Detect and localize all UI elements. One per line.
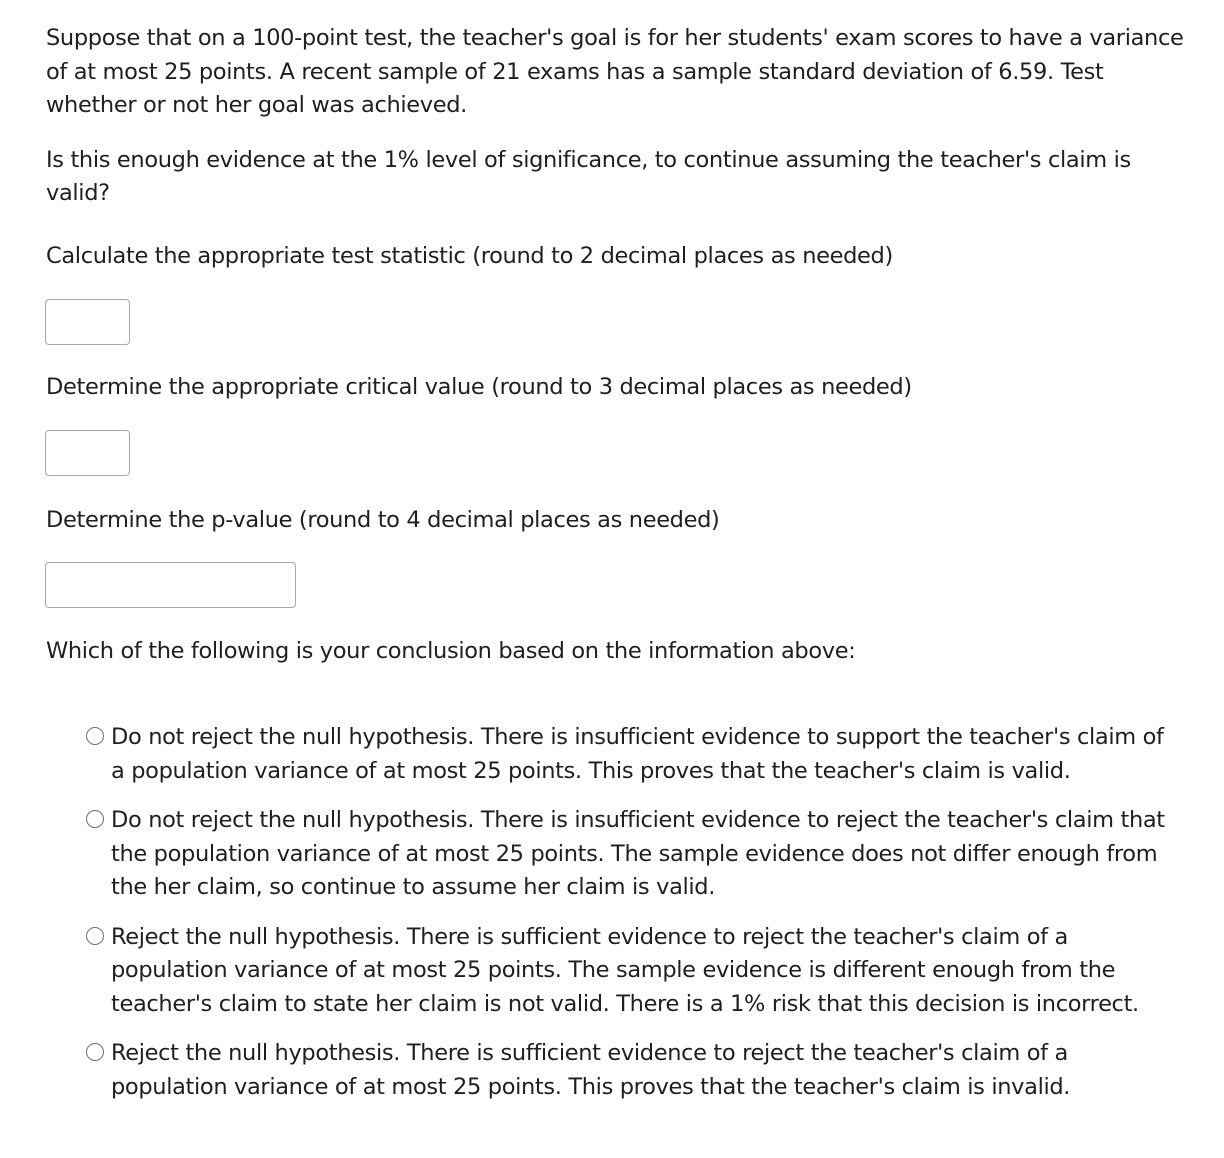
conclusion-options xyxy=(86,721,1176,1120)
option-text: Reject the null hypothesis. There is sufficient evidence to reject the teacher's claim of a population variance of at most 25 points. The sample evidence is different enough from the teacher's claim to state her claim is not valid. There is a 1% risk that this decision is incorrect. xyxy=(111,923,1139,1017)
question-content xyxy=(46,22,1186,211)
option-text: Do not reject the null hypothesis. There is insufficient evidence to support the teacher's claim of a population variance of at most 25 points. This proves that the teacher's claim is valid. xyxy=(111,724,1164,784)
radio-button[interactable] xyxy=(86,927,104,945)
conclusion-label: Which of the following is your conclusion based on the information above: xyxy=(46,638,856,664)
p-value-label: Determine the p-value (round to 4 decimal places as needed) xyxy=(46,507,720,533)
test-statistic-label: Calculate the appropriate test statistic (round to 2 decimal places as needed) xyxy=(46,243,893,269)
question-prompt: Is this enough evidence at the 1% level of significance, to continue assuming the teacher's claim is valid? xyxy=(46,146,1131,206)
radio-button[interactable] xyxy=(86,1043,104,1061)
conclusion-option-4[interactable] xyxy=(86,1037,1176,1104)
problem-statement: Suppose that on a 100-point test, the teacher's goal is for her students' exam scores to have a variance of at most 25 points. A recent sample of 21 exams has a sample standard deviation of 6.59. Test whether or not her goal was achieved. xyxy=(46,25,1184,118)
conclusion-option-1[interactable] xyxy=(86,721,1176,788)
critical-value-input[interactable] xyxy=(45,430,130,476)
radio-button[interactable] xyxy=(86,810,104,828)
conclusion-option-3[interactable] xyxy=(86,921,1176,1022)
conclusion-option-2[interactable] xyxy=(86,804,1176,905)
test-statistic-input[interactable] xyxy=(45,299,130,345)
critical-value-label: Determine the appropriate critical value (round to 3 decimal places as needed) xyxy=(46,374,912,400)
radio-button[interactable] xyxy=(86,727,104,745)
option-text: Reject the null hypothesis. There is sufficient evidence to reject the teacher's claim of a population variance of at most 25 points. This proves that the teacher's claim is invalid. xyxy=(111,1040,1071,1100)
option-text: Do not reject the null hypothesis. There is insufficient evidence to reject the teacher's claim that the population variance of at most 25 points. The sample evidence does not differ enough from the her claim, so continue to assume her claim is valid. xyxy=(111,807,1165,900)
p-value-input[interactable] xyxy=(45,562,296,608)
